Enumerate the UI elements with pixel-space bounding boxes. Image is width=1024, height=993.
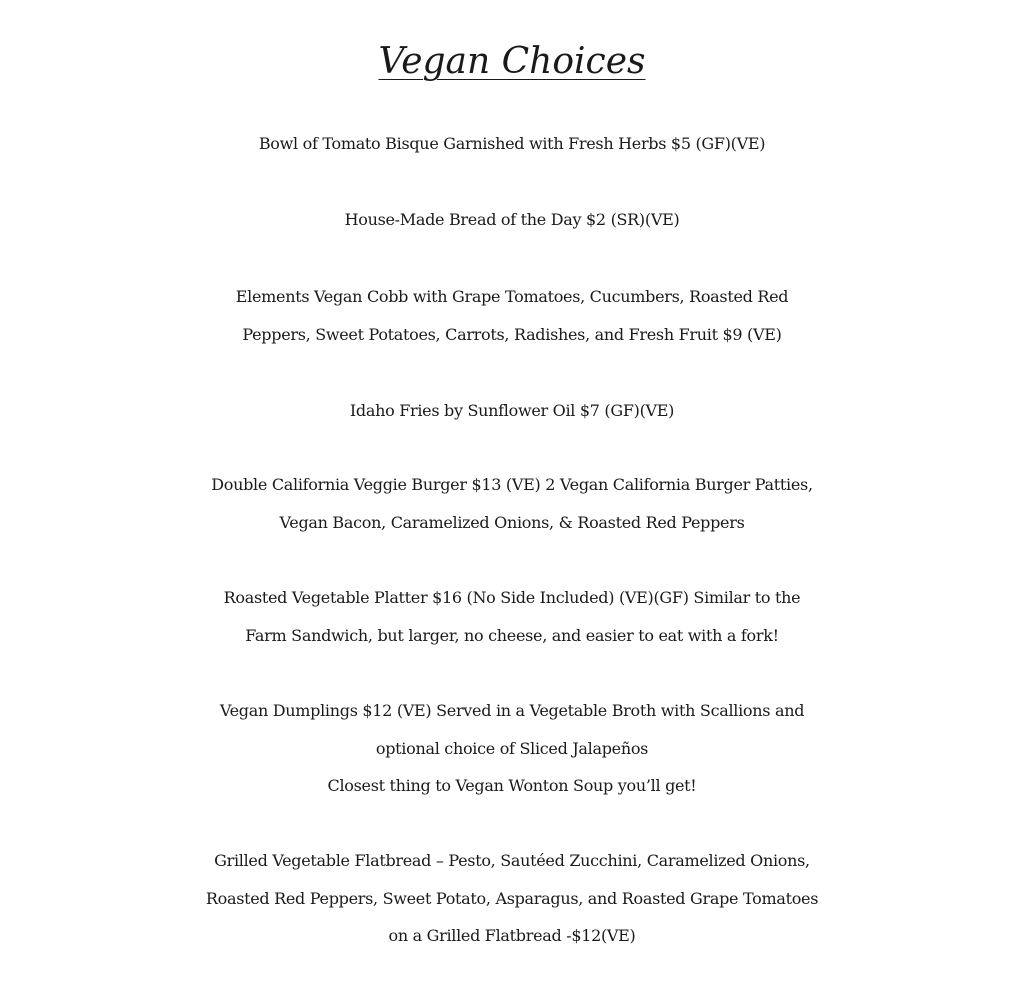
menu-item-line: Vegan Dumplings $12 (VE) Served in a Vegetable Broth with Scallions and [219,701,805,720]
menu-title [0,38,1024,86]
menu-item-house-bread [0,201,1024,239]
menu-item-vegetable-platter [0,579,1024,654]
menu-item-line: optional choice of Sliced Jalapeños [375,738,649,758]
menu-item-line: Double California Veggie Burger $13 (VE) 2 Vegan California Burger Patties, [211,475,813,494]
menu-item-line: Grilled Vegetable Flatbread – Pesto, Sautéed Zucchini, Caramelized Onions, [214,851,810,870]
menu-item-line: House-Made Bread of the Day $2 (SR)(VE) [344,210,680,229]
menu-item-line: Elements Vegan Cobb with Grape Tomatoes, Cucumbers, Roasted Red [235,287,789,306]
menu-item-idaho-fries [0,392,1024,430]
menu-item-line: Farm Sandwich, but larger, no cheese, and easier to eat with a fork! [245,625,779,645]
menu-item-veggie-burger [0,466,1024,541]
menu-title-text: Vegan Choices [378,41,646,82]
menu-item-tomato-bisque [0,125,1024,163]
menu-item-vegan-cobb [0,278,1024,353]
menu-item-line: Vegan Bacon, Caramelized Onions, & Roasted Red Peppers [279,512,745,532]
menu-item-line: Roasted Red Peppers, Sweet Potato, Asparagus, and Roasted Grape Tomatoes [205,888,819,908]
menu-item-vegetable-flatbread [0,842,1024,955]
menu-item-line: Closest thing to Vegan Wonton Soup you’ll get! [327,776,697,795]
menu-item-line: on a Grilled Flatbread -$12(VE) [388,926,636,945]
menu-item-vegan-dumplings [0,692,1024,805]
menu-item-line: Peppers, Sweet Potatoes, Carrots, Radishes, and Fresh Fruit $9 (VE) [242,324,782,344]
menu-item-line: Idaho Fries by Sunflower Oil $7 (GF)(VE) [349,401,675,420]
menu-item-line: Roasted Vegetable Platter $16 (No Side Included) (VE)(GF) Similar to the [223,588,801,607]
menu-item-line: Bowl of Tomato Bisque Garnished with Fresh Herbs $5 (GF)(VE) [258,134,766,153]
